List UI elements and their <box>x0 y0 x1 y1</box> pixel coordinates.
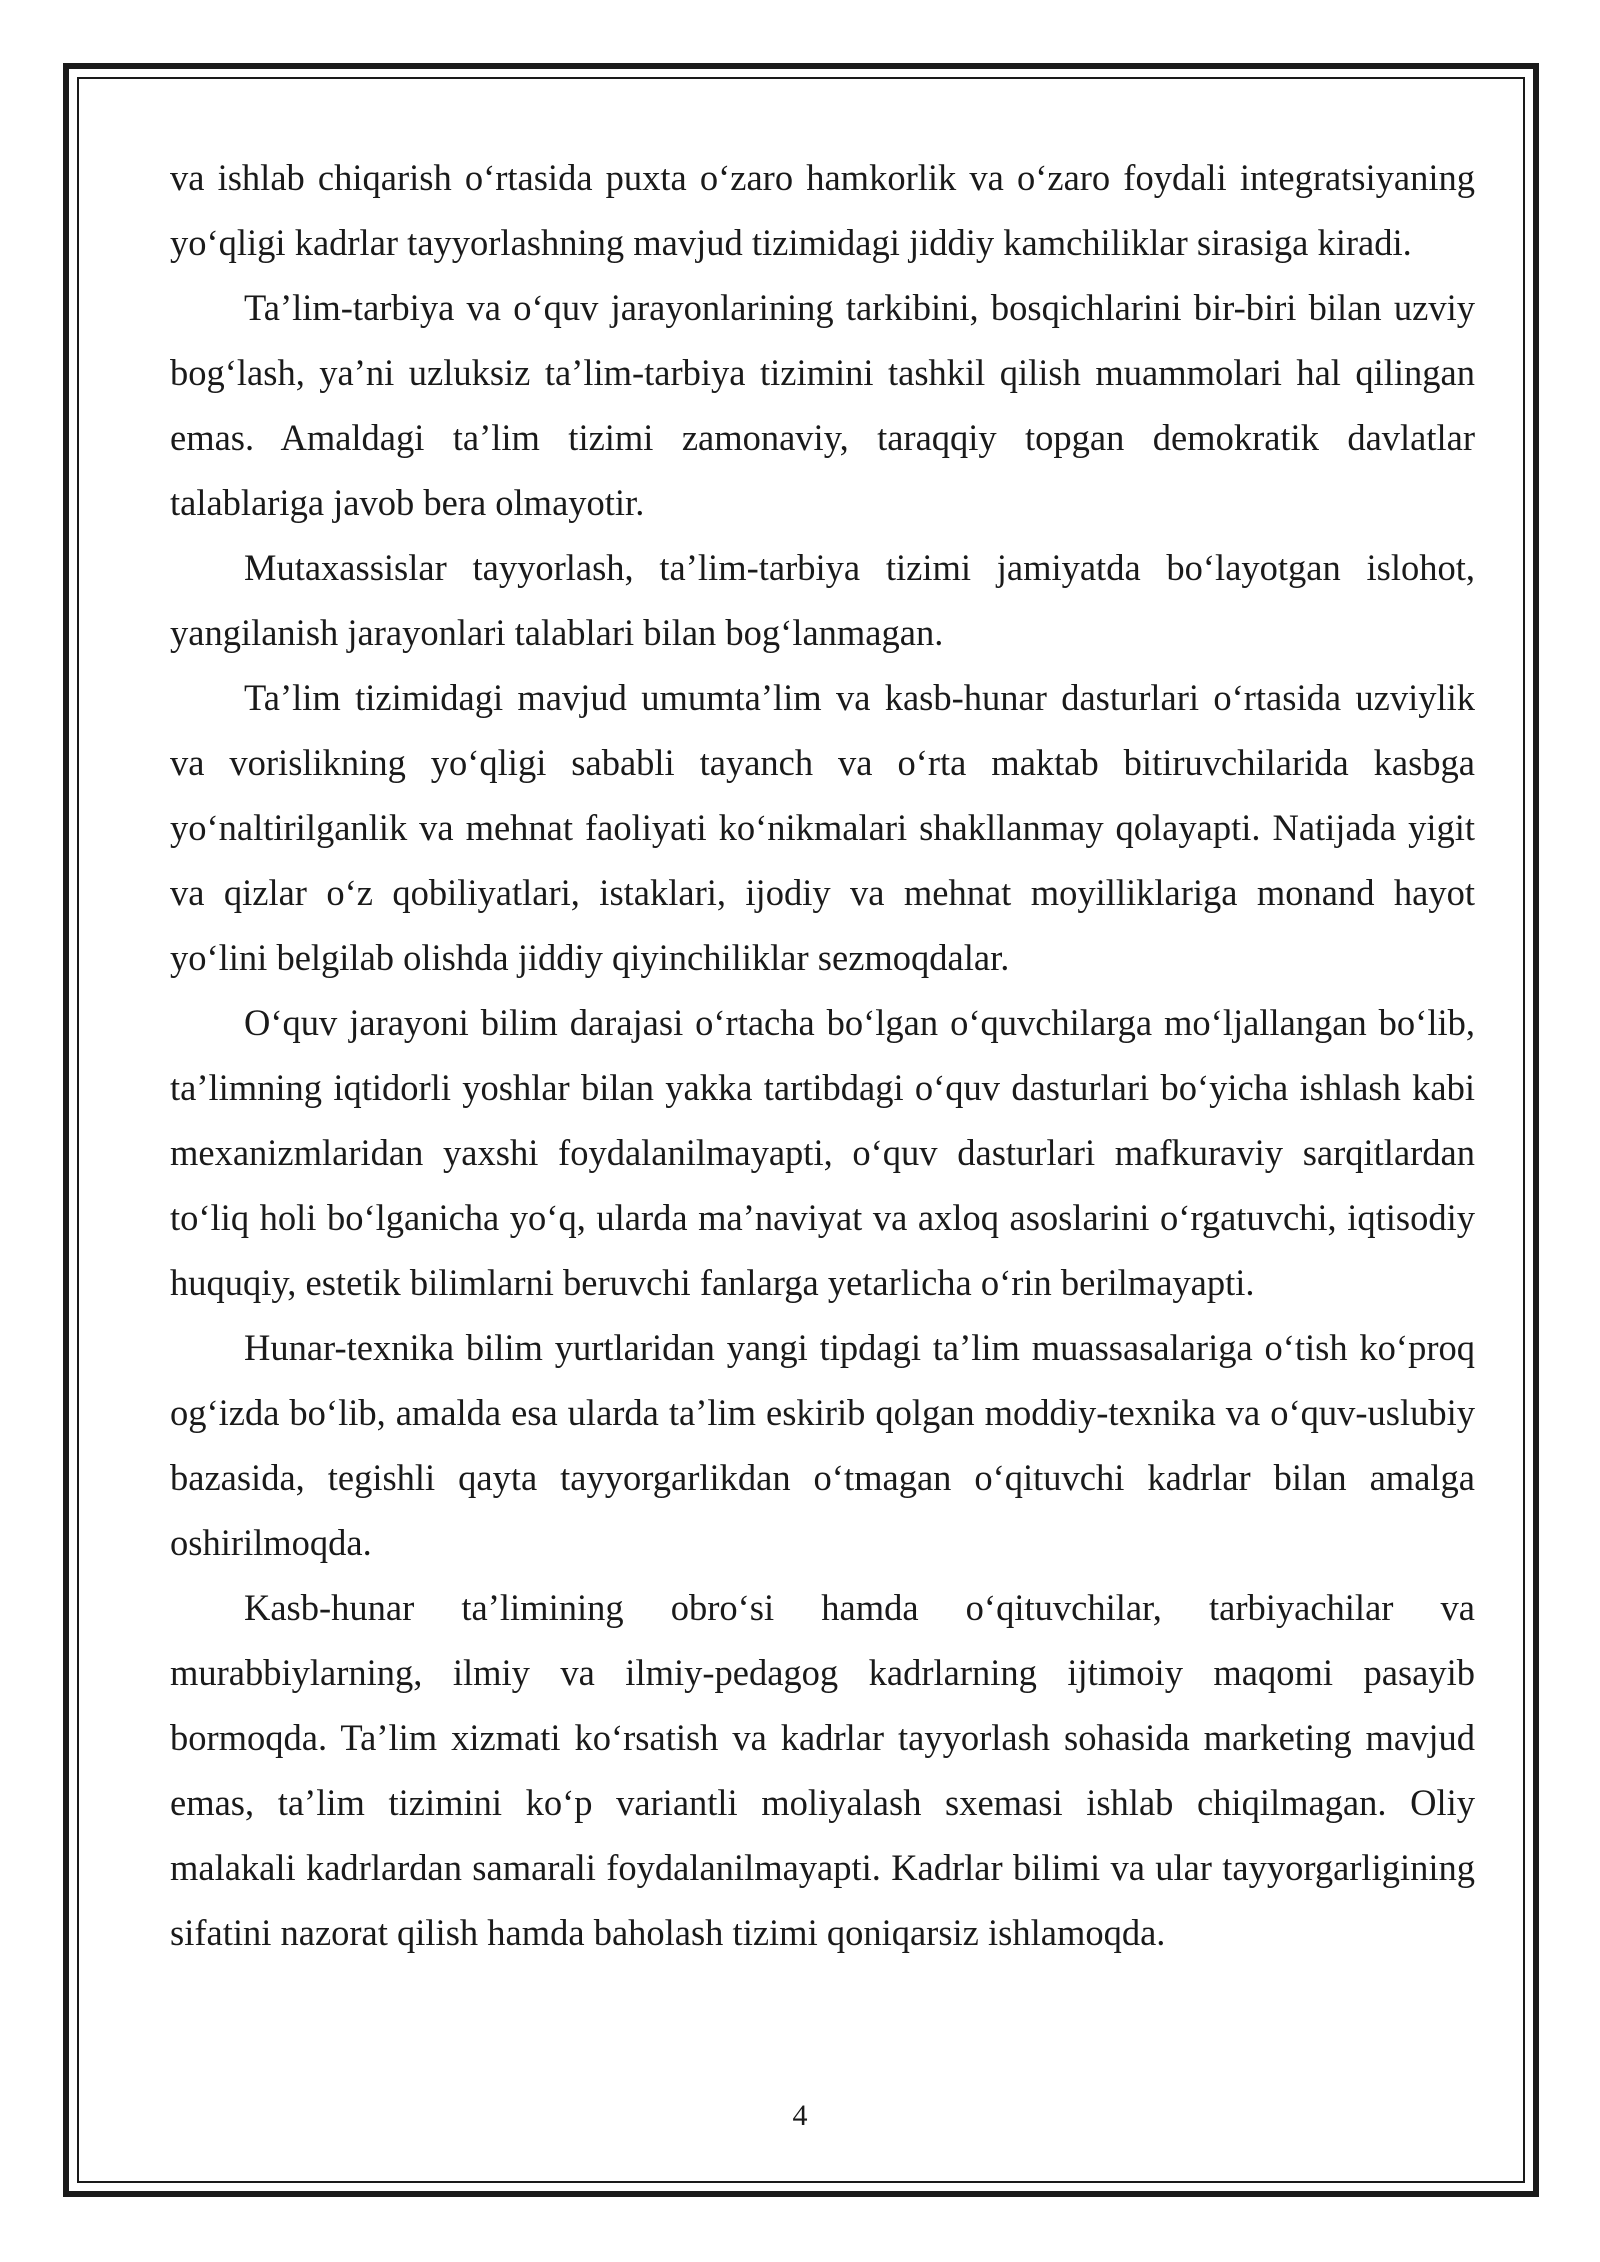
paragraph: Ta’lim-tarbiya va o‘quv jarayonlarining tarkibini, bosqichlarini bir-biri bilan uzviy bog‘lash, ya’ni uzluksiz ta’lim-tarbiya tizimini tashkil qilish muammolari hal qilingan emas. Amaldagi ta’lim tizimi zamonaviy, taraqqiy topgan demokratik davlatlar talablariga javob bera olmayotir. <box>170 287 1475 523</box>
paragraph: Ta’lim tizimidagi mavjud umumta’lim va kasb-hunar dasturlari o‘rtasida uzviylik va vorislikning yo‘qligi sababli tayanch va o‘rta maktab bitiruvchilarida kasbga yo‘naltirilganlik va mehnat faoliyati ko‘nikmalari shakllanmay qolayapti. Natijada yigit va qizlar o‘z qobiliyatlari, istaklari, ijodiy va mehnat moyilliklariga monand hayot yo‘lini belgilab olishda jiddiy qiyinchiliklar sezmoqdalar. <box>170 677 1475 978</box>
paragraph: O‘quv jarayoni bilim darajasi o‘rtacha bo‘lgan o‘quvchilarga mo‘ljallangan bo‘lib, ta’limning iqtidorli yoshlar bilan yakka tartibdagi o‘quv dasturlari bo‘yicha ishlash kabi mexanizmlaridan yaxshi foydalanilmayapti, o‘quv dasturlari mafkuraviy sarqitlardan to‘liq holi bo‘lganicha yo‘q, ularda ma’naviyat va axloq asoslarini o‘rgatuvchi, iqtisodiy huquqiy, estetik bilimlarni beruvchi fanlarga yetarlicha o‘rin berilmayapti. <box>170 1002 1475 1303</box>
paragraph: Hunar-texnika bilim yurtlaridan yangi tipdagi ta’lim muassasalariga o‘tish ko‘proq og‘izda bo‘lib, amalda esa ularda ta’lim eskirib qolgan moddiy-texnika va o‘quv-uslubiy bazasida, tegishli qayta tayyorgarlikdan o‘tmagan o‘qituvchi kadrlar bilan amalga oshirilmoqda. <box>170 1327 1475 1563</box>
document-body <box>170 145 1475 1965</box>
paragraph: Mutaxassislar tayyorlash, ta’lim-tarbiya tizimi jamiyatda bo‘layotgan islohot, yangilanish jarayonlari talablari bilan bog‘lanmagan. <box>170 547 1475 653</box>
paragraph-continued: va ishlab chiqarish o‘rtasida puxta o‘zaro hamkorlik va o‘zaro foydali integratsiyaning yo‘qligi kadrlar tayyorlashning mavjud tizimidagi jiddiy kamchiliklar sirasiga kiradi. <box>170 157 1475 263</box>
page-number: 4 <box>792 2099 808 2132</box>
paragraph: Kasb-hunar ta’limining obro‘si hamda o‘qituvchilar, tarbiyachilar va murabbiylarning, ilmiy va ilmiy-pedagog kadrlarning ijtimoiy maqomi pasayib bormoqda. Ta’lim xizmati ko‘rsatish va kadrlar tayyorlash sohasida marketing mavjud emas, ta’lim tizimini ko‘p variantli moliyalash sxemasi ishlab chiqilmagan. Oliy malakali kadrlardan samarali foydalanilmayapti. Kadrlar bilimi va ular tayyorgarligining sifatini nazorat qilish hamda baholash tizimi qoniqarsiz ishlamoqda. <box>170 1587 1475 1953</box>
